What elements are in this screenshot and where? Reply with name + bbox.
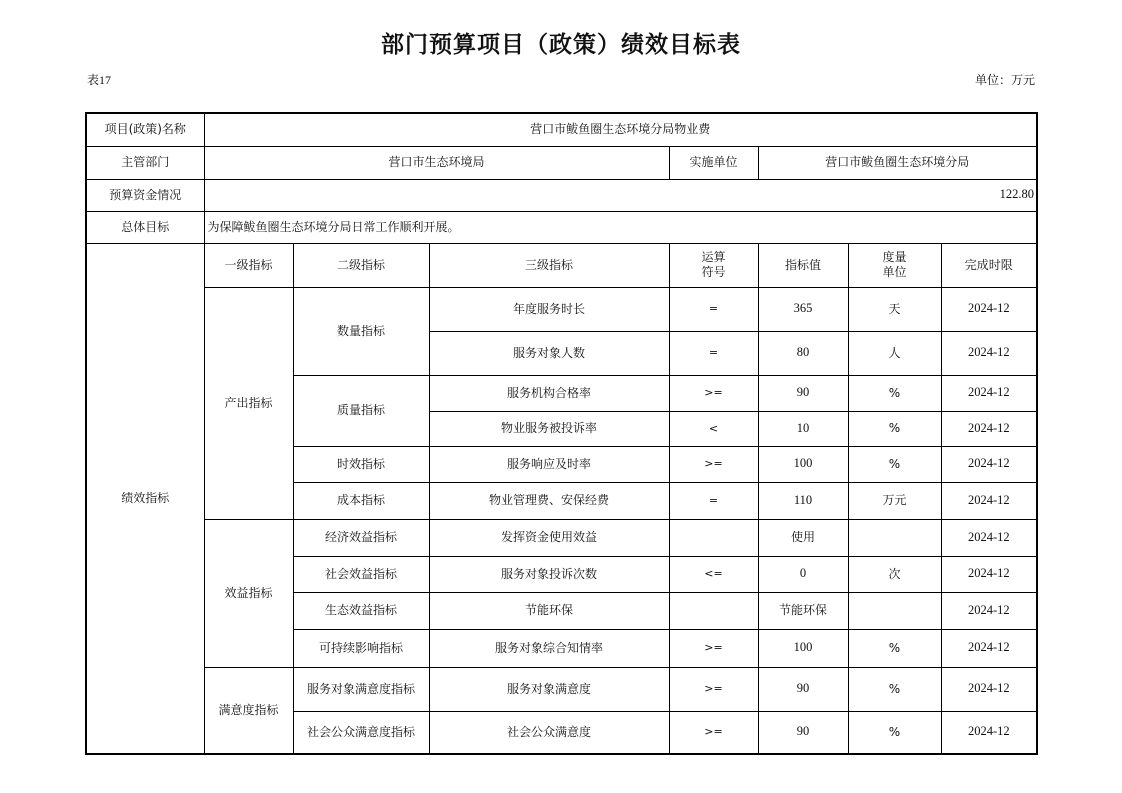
operator: >= (669, 711, 758, 754)
indicator-value: 100 (758, 446, 848, 482)
deadline: 2024-12 (941, 711, 1037, 754)
indicator-name: 年度服务时长 (429, 287, 669, 331)
operator: <= (669, 556, 758, 592)
indicator-value: 90 (758, 667, 848, 711)
table-row (86, 667, 1037, 711)
indicator-value: 10 (758, 411, 848, 446)
col-level2: 二级指标 (293, 243, 429, 287)
operator: >= (669, 446, 758, 482)
table-row (86, 519, 1037, 556)
indicator-name: 服务对象投诉次数 (429, 556, 669, 592)
project-name-label: 项目(政策)名称 (86, 113, 204, 146)
indicator-name: 物业管理费、安保经费 (429, 482, 669, 519)
indicator-unit: % (848, 711, 941, 754)
deadline: 2024-12 (941, 629, 1037, 667)
operator: = (669, 287, 758, 331)
deadline: 2024-12 (941, 446, 1037, 482)
deadline: 2024-12 (941, 482, 1037, 519)
indicator-value: 90 (758, 711, 848, 754)
indicator-unit: % (848, 667, 941, 711)
deadline: 2024-12 (941, 287, 1037, 331)
indicator-unit (848, 592, 941, 629)
operator: >= (669, 667, 758, 711)
department-label: 主管部门 (86, 146, 204, 179)
indicator-unit: % (848, 446, 941, 482)
indicator-value: 110 (758, 482, 848, 519)
implementing-unit-value: 营口市鲅鱼圈生态环境分局 (758, 146, 1037, 179)
department-value: 营口市生态环境局 (204, 146, 669, 179)
subgroup-economic: 经济效益指标 (293, 519, 429, 556)
col-deadline: 完成时限 (941, 243, 1037, 287)
implementing-unit-label: 实施单位 (669, 146, 758, 179)
indicator-name: 服务对象满意度 (429, 667, 669, 711)
indicator-unit: 次 (848, 556, 941, 592)
deadline: 2024-12 (941, 519, 1037, 556)
indicator-value: 节能环保 (758, 592, 848, 629)
operator: >= (669, 375, 758, 411)
indicator-name: 节能环保 (429, 592, 669, 629)
col-value: 指标值 (758, 243, 848, 287)
operator: = (669, 482, 758, 519)
operator (669, 519, 758, 556)
indicator-name: 服务对象综合知情率 (429, 629, 669, 667)
indicator-unit: 人 (848, 331, 941, 375)
indicator-name: 社会公众满意度 (429, 711, 669, 754)
indicator-value: 90 (758, 375, 848, 411)
page-title: 部门预算项目（政策）绩效目标表 (381, 32, 741, 58)
indicator-value: 80 (758, 331, 848, 375)
deadline: 2024-12 (941, 592, 1037, 629)
deadline: 2024-12 (941, 556, 1037, 592)
budget-label: 预算资金情况 (86, 179, 204, 211)
indicator-unit: 万元 (848, 482, 941, 519)
operator: < (669, 411, 758, 446)
operator (669, 592, 758, 629)
budget-row (86, 179, 1037, 211)
col-unit: 度量 单位 (848, 243, 941, 287)
subgroup-social: 社会效益指标 (293, 556, 429, 592)
indicator-name: 发挥资金使用效益 (429, 519, 669, 556)
subgroup-quality: 质量指标 (293, 375, 429, 446)
group-satisfaction: 满意度指标 (204, 667, 293, 754)
indicator-value: 0 (758, 556, 848, 592)
indicator-unit: % (848, 375, 941, 411)
project-name-value: 营口市鲅鱼圈生态环境分局物业费 (204, 113, 1037, 146)
subgroup-sustainable: 可持续影响指标 (293, 629, 429, 667)
indicator-unit: % (848, 629, 941, 667)
department-row (86, 146, 1037, 179)
subgroup-timeliness: 时效指标 (293, 446, 429, 482)
unit-label: 单位：万元 (974, 73, 1035, 87)
indicator-unit: % (848, 411, 941, 446)
indicator-name: 物业服务被投诉率 (429, 411, 669, 446)
goal-value: 为保障鲅鱼圈生态环境分局日常工作顺利开展。 (204, 211, 1037, 243)
col-level3: 三级指标 (429, 243, 669, 287)
indicator-value: 使用 (758, 519, 848, 556)
indicator-value: 365 (758, 287, 848, 331)
group-output: 产出指标 (204, 287, 293, 519)
performance-indicators-label: 绩效指标 (86, 243, 204, 754)
deadline: 2024-12 (941, 375, 1037, 411)
deadline: 2024-12 (941, 331, 1037, 375)
project-row (86, 113, 1037, 146)
performance-target-table (85, 112, 1038, 755)
subgroup-service-satisfaction: 服务对象满意度指标 (293, 667, 429, 711)
subgroup-public-satisfaction: 社会公众满意度指标 (293, 711, 429, 754)
indicator-name: 服务响应及时率 (429, 446, 669, 482)
operator: >= (669, 629, 758, 667)
subgroup-cost: 成本指标 (293, 482, 429, 519)
deadline: 2024-12 (941, 411, 1037, 446)
subgroup-ecological: 生态效益指标 (293, 592, 429, 629)
indicator-name: 服务机构合格率 (429, 375, 669, 411)
indicator-name: 服务对象人数 (429, 331, 669, 375)
table-row (86, 287, 1037, 331)
indicator-unit (848, 519, 941, 556)
column-header-row (86, 243, 1037, 287)
table-number: 表17 (87, 73, 112, 87)
operator: = (669, 331, 758, 375)
deadline: 2024-12 (941, 667, 1037, 711)
group-benefit: 效益指标 (204, 519, 293, 667)
goal-label: 总体目标 (86, 211, 204, 243)
indicator-unit: 天 (848, 287, 941, 331)
col-operator: 运算 符号 (669, 243, 758, 287)
subgroup-quantity: 数量指标 (293, 287, 429, 375)
col-level1: 一级指标 (204, 243, 293, 287)
budget-value: 122.80 (204, 179, 1037, 211)
goal-row (86, 211, 1037, 243)
indicator-value: 100 (758, 629, 848, 667)
